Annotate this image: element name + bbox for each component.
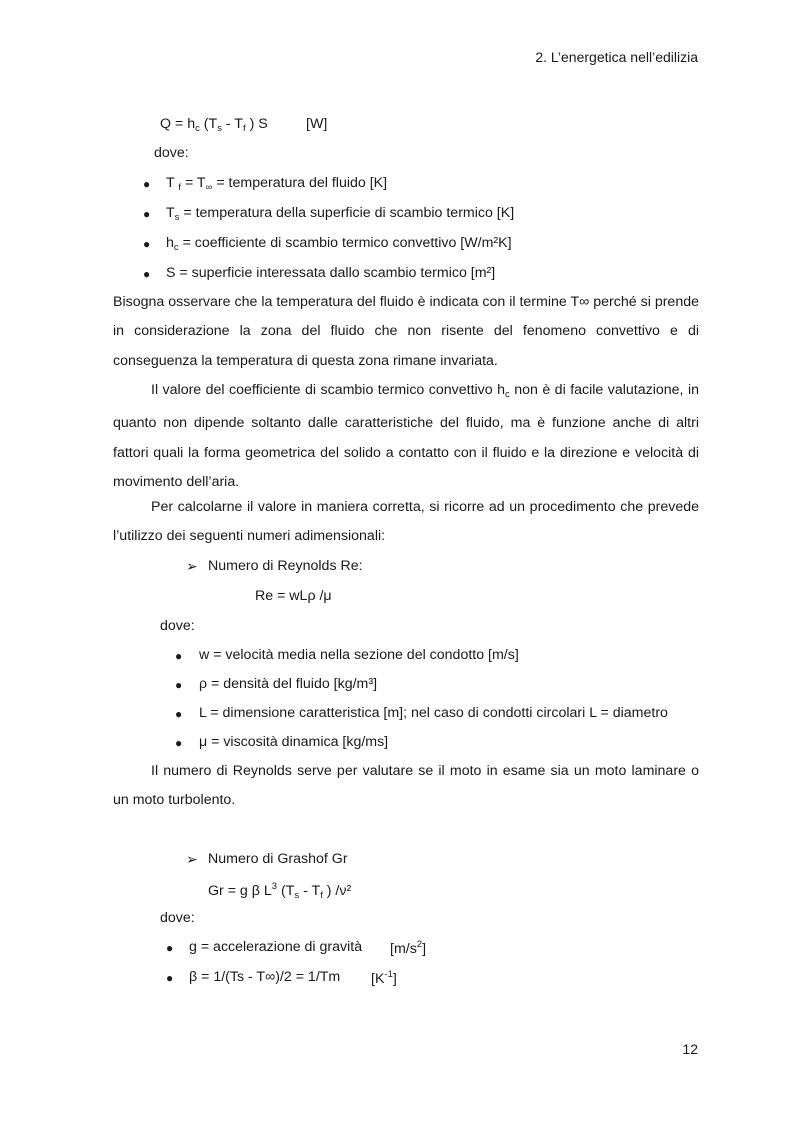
formula-text: ) S <box>245 116 268 132</box>
reynolds-formula: Re = wLρ /μ <box>255 588 332 604</box>
formula-text: (T <box>277 883 295 899</box>
formula-text: - T <box>299 883 321 899</box>
reynolds-title: Numero di Reynolds Re: <box>208 558 363 574</box>
list-item: ρ = densità del fluido [kg/m³] <box>199 676 378 692</box>
unit-text: ] <box>422 941 427 957</box>
item-sub: f <box>178 182 181 193</box>
bullet-icon: ● <box>175 678 183 692</box>
item-text: = temperatura della superficie di scambio termico [K] <box>179 205 515 221</box>
formula-sub: s <box>217 123 222 134</box>
list-item <box>166 205 514 223</box>
dove-label: dove: <box>154 145 189 161</box>
formula-text: - T <box>221 116 243 132</box>
arrow-bullet-icon: ➢ <box>186 558 198 574</box>
list-item: μ = viscosità dinamica [kg/ms] <box>199 734 389 750</box>
formula-sub: s <box>294 890 300 901</box>
unit-sup: -1 <box>384 969 393 980</box>
paragraph: Bisogna osservare che la temperatura del fluido è indicata con il termine T∞ perché si prende in considerazione la zona del fluido che non risente del fenomeno convettivo e di conseguenza la temperatura di questa zona rimane invariata. <box>113 294 699 369</box>
unit-sup: 2 <box>416 939 423 950</box>
formula-text: (T <box>199 116 218 132</box>
paragraph-text: non è di facile valutazione, in quanto non dipende soltanto dalle caratteristiche del fluido, ma è funzione anche di altri fattori quali la forma geometrica del solido a contatto con il fluido e la direzione e velocità di movimento dell’aria. <box>113 382 699 490</box>
formula-sub: c <box>195 123 200 134</box>
paragraph <box>113 376 699 497</box>
list-item: β = 1/(Ts - T∞)/2 = 1/Tm <box>189 969 341 985</box>
item-text: S = superficie interessata dallo scambio termico [m²] <box>166 265 496 281</box>
bullet-icon: ● <box>143 267 151 281</box>
grashof-formula <box>208 881 351 901</box>
list-item: w = velocità media nella sezione del condotto [m/s] <box>199 647 519 663</box>
bullet-icon: ● <box>166 941 174 955</box>
unit-label <box>371 969 397 987</box>
paragraph-text: Il valore del coefficiente di scambio termico convettivo h <box>151 382 505 398</box>
dove-label: dove: <box>160 910 195 926</box>
unit-text: [K <box>371 971 385 987</box>
formula-text: Gr = g β L <box>208 883 272 899</box>
formula-convection <box>160 116 268 134</box>
bullet-icon: ● <box>175 707 183 721</box>
formula-sup: 3 <box>271 881 278 892</box>
list-item <box>166 235 512 253</box>
page-number: 12 <box>682 1041 698 1057</box>
item-sub: ∞ <box>205 182 213 193</box>
item-text: h <box>166 235 174 251</box>
list-item: g = accelerazione di gravità <box>189 939 363 955</box>
item-text: = coefficiente di scambio termico convettivo [W/m²K] <box>178 235 512 251</box>
item-text: T <box>166 205 175 221</box>
arrow-bullet-icon: ➢ <box>186 851 198 867</box>
list-item <box>166 265 495 281</box>
formula-sub: f <box>320 890 323 901</box>
unit-text: [m/s <box>390 941 417 957</box>
bullet-icon: ● <box>143 207 151 221</box>
bullet-icon: ● <box>175 649 183 663</box>
paragraph-sub: c <box>505 389 510 400</box>
list-item <box>166 175 387 193</box>
formula-unit: [W] <box>306 116 328 132</box>
unit-label <box>390 939 426 957</box>
bullet-icon: ● <box>143 177 151 191</box>
item-text: = temperatura del fluido [K] <box>212 175 388 191</box>
paragraph: Per calcolarne il valore in maniera corretta, si ricorre ad un procedimento che prevede l’utilizzo dei seguenti numeri adimensionali: <box>113 499 699 545</box>
item-text: = T <box>181 175 206 191</box>
dove-label: dove: <box>160 618 195 634</box>
formula-text: Q = h <box>160 116 196 132</box>
item-sub: c <box>173 242 179 253</box>
grashof-title: Numero di Grashof Gr <box>208 851 348 867</box>
item-sub: s <box>174 212 180 223</box>
list-item: L = dimensione caratteristica [m]; nel caso di condotti circolari L = diametro <box>199 705 668 721</box>
unit-text: ] <box>392 971 397 987</box>
bullet-icon: ● <box>175 736 183 750</box>
formula-sub: f <box>242 123 246 134</box>
bullet-icon: ● <box>143 237 151 251</box>
item-text: T <box>166 175 179 191</box>
paragraph: Il numero di Reynolds serve per valutare se il moto in esame sia un moto laminare o un moto turbolento. <box>113 763 699 809</box>
bullet-icon: ● <box>166 971 174 985</box>
running-header: 2. L’energetica nell’edilizia <box>535 49 698 65</box>
formula-text: ) /ν² <box>322 883 352 899</box>
